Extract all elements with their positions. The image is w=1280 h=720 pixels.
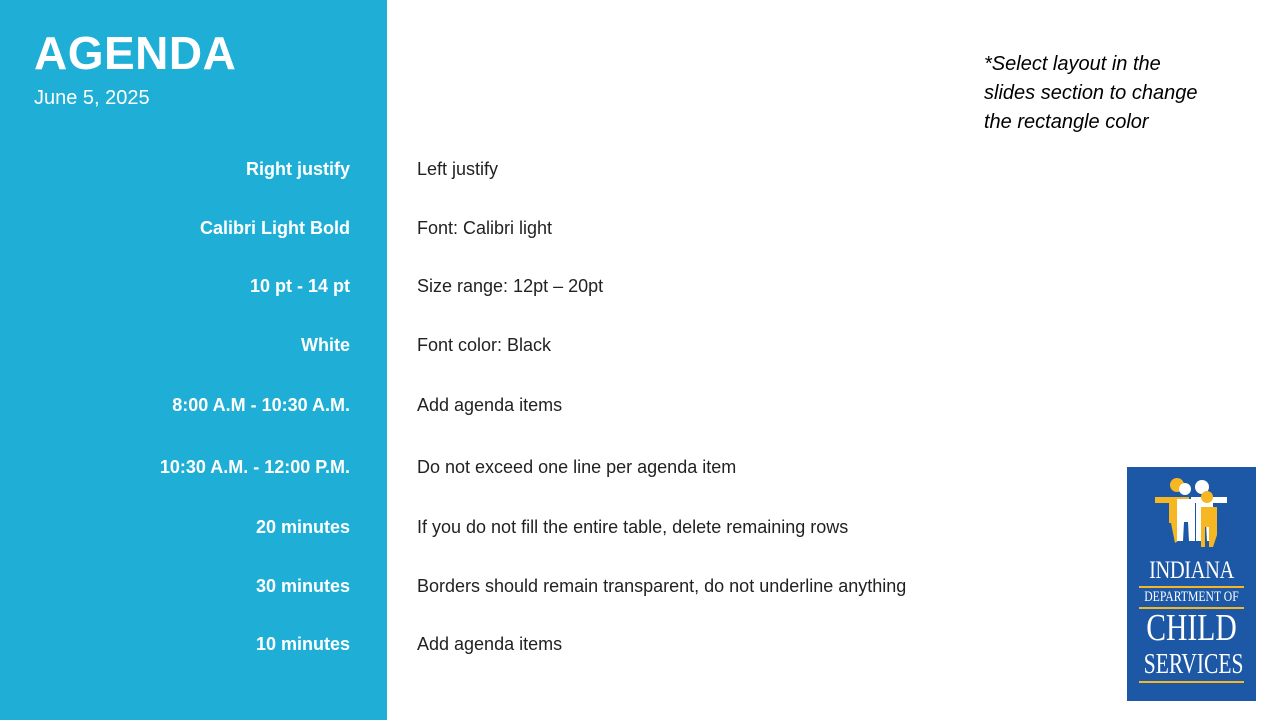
- agenda-row: [0, 512, 960, 542]
- agenda-item: Borders should remain transparent, do not underline anything: [417, 576, 907, 596]
- agenda-row: [0, 629, 960, 659]
- logo-text: DEPARTMENT OF: [1144, 589, 1239, 605]
- family-figures-icon: [1127, 467, 1256, 557]
- layout-note-line: slides section to change: [984, 82, 1198, 104]
- agenda-row: [0, 154, 960, 184]
- agenda-item: Add agenda items: [417, 634, 563, 654]
- logo-divider: [1139, 681, 1244, 683]
- agenda-time: 20 minutes: [255, 517, 350, 537]
- agenda-row: [0, 390, 960, 420]
- logo-text: SERVICES: [1143, 648, 1244, 680]
- logo-text: INDIANA: [1149, 557, 1234, 584]
- agenda-item: Font color: Black: [417, 335, 552, 355]
- agenda-item: Add agenda items: [417, 395, 563, 415]
- agenda-time: 30 minutes: [255, 576, 350, 596]
- dcs-logo: [1127, 467, 1256, 701]
- agenda-item: Left justify: [417, 159, 499, 179]
- logo-text: CHILD: [1146, 607, 1237, 649]
- layout-note-line: the rectangle color: [984, 111, 1149, 133]
- agenda-row: [0, 330, 960, 360]
- agenda-row: [0, 571, 960, 601]
- agenda-item: Font: Calibri light: [417, 218, 553, 238]
- agenda-row: [0, 271, 960, 301]
- agenda-time: 8:00 A.M - 10:30 A.M.: [172, 395, 350, 415]
- agenda-row: [0, 213, 960, 243]
- agenda-item: Size range: 12pt – 20pt: [417, 276, 604, 296]
- agenda-date: June 5, 2025: [34, 87, 150, 109]
- agenda-time: White: [301, 335, 350, 355]
- layout-note-line: *Select layout in the: [984, 53, 1161, 75]
- agenda-item: Do not exceed one line per agenda item: [417, 457, 737, 477]
- page-title: AGENDA: [34, 27, 237, 79]
- agenda-time: 10:30 A.M. - 12:00 P.M.: [159, 457, 350, 477]
- agenda-time: 10 pt - 14 pt: [249, 276, 350, 296]
- agenda-row: [0, 452, 960, 482]
- layout-note: [984, 50, 1234, 137]
- agenda-time: Calibri Light Bold: [200, 218, 350, 238]
- agenda-time: 10 minutes: [255, 634, 350, 654]
- agenda-time: Right justify: [246, 159, 350, 179]
- agenda-item: If you do not fill the entire table, delete remaining rows: [417, 517, 849, 537]
